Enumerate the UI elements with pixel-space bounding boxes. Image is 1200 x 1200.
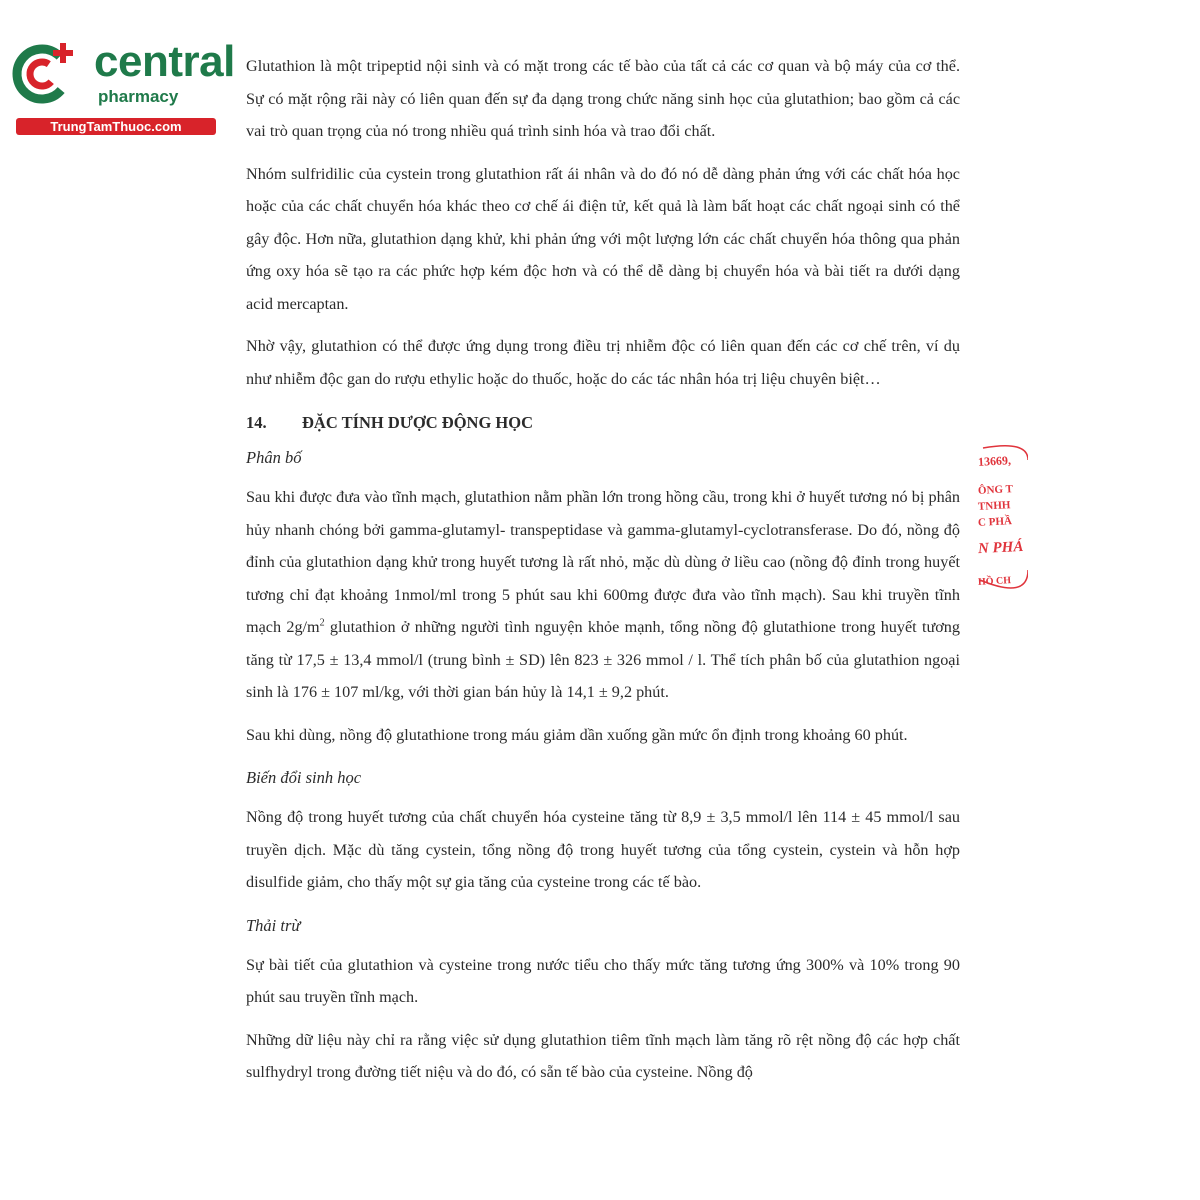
- section-heading: [246, 405, 960, 441]
- paragraph-blood-level: Sau khi dùng, nồng độ glutathione trong máu giảm dần xuống gần mức ổn định trong khoảng 60 phút.: [246, 725, 908, 744]
- brand-name: central: [94, 37, 235, 86]
- paragraph-elimination: Sự bài tiết của glutathion và cysteine trong nước tiểu cho thấy mức tăng tương ứng 300% và 10% trong 90 phút sau truyền tĩnh mạch.: [246, 955, 960, 1006]
- paragraph-intro: Glutathion là một tripeptid nội sinh và có mặt trong các tế bào của tất cả các cơ quan và bộ máy của cơ thể. Sự có mặt rộng rãi này có liên quan đến sự đa dạng trong chức năng sinh học của glutathion; bao gồm cả các vai trò quan trọng của nó trong nhiều quá trình sinh hóa và trao đổi chất.: [246, 57, 960, 140]
- stamp-line-2: ÔNG T: [977, 483, 1014, 497]
- subheading-distribution: Phân bố: [246, 448, 302, 467]
- subheading-biotransformation: Biến đổi sinh học: [246, 768, 362, 787]
- section-number: 14.: [246, 413, 267, 432]
- superscript-2: 2: [319, 617, 325, 629]
- paragraph-application: Nhờ vậy, glutathion có thể được ứng dụng trong điều trị nhiễm độc có liên quan đến các cơ chế trên, ví dụ như nhiễm độc gan do rượu ethylic hoặc do thuốc, hoặc do các tác nhân hóa trị liệu chuyên biệt…: [246, 337, 960, 388]
- distribution-text-a: Sau khi được đưa vào tĩnh mạch, glutathion nằm phần lớn trong hồng cầu, trong khi ở huyết tương nó bị phân hủy nhanh chóng bởi gamma-glutamyl- transpeptidase và gamma-glutamyl-cyclotransferase. Do đó, nồng độ đỉnh của glutathion dạng khử trong huyết tương là rất nhỏ, mặc dù dùng ở liều cao (nồng độ đỉnh trong huyết tương chỉ đạt khoảng 1nmol/ml trong 5 phút sau khi 600mg được đưa vào tĩnh mạch). Sau khi truyền tĩnh mạch 2g/m: [246, 488, 960, 636]
- stamp-line-1: 13669,: [977, 453, 1012, 469]
- central-pharmacy-logo: [10, 37, 235, 138]
- paragraph-distribution: [246, 481, 960, 709]
- stamp-line-3: TNHH: [977, 499, 1011, 513]
- paragraph-biotransformation: Nồng độ trong huyết tương của chất chuyển hóa cysteine tăng từ 8,9 ± 3,5 mmol/l lên 114 ± 45 mmol/l sau truyền dịch. Mặc dù tăng cystein, tổng nồng độ trong huyết tương của tổng cystein, cystein và hỗn hợp disulfide giảm, cho thấy một sự gia tăng của cysteine trong các tế bào.: [246, 808, 960, 891]
- company-stamp: [968, 440, 1028, 610]
- section-title: ĐẶC TÍNH DƯỢC ĐỘNG HỌC: [302, 413, 534, 432]
- stamp-line-5: N PHÁ: [977, 538, 1024, 558]
- central-logo-icon: [10, 38, 80, 108]
- brand-subtitle: pharmacy: [98, 87, 179, 106]
- brand-site-badge: TrungTamThuoc.com: [16, 118, 216, 135]
- paragraph-sulfridilic: Nhóm sulfridilic của cystein trong glutathion rất ái nhân và do đó nó dễ dàng phản ứng với các chất hóa học hoặc của các chất chuyển hóa khác theo cơ chế ái điện tử, kết quả là làm bất hoạt các chất ngoại sinh có thể gây độc. Hơn nữa, glutathion dạng khử, khi phản ứng với một lượng lớn các chất chuyển hóa thông qua phản ứng oxy hóa sẽ tạo ra các phức hợp kém độc hơn và có thể dễ dàng bị chuyển hóa và bài tiết ra dưới dạng acid mercaptan.: [246, 164, 960, 313]
- stamp-line-4: C PHẦ: [977, 515, 1013, 529]
- document-body: [246, 50, 960, 1099]
- stamp-line-6: HỒ CH: [977, 575, 1012, 588]
- subheading-elimination: Thải trừ: [246, 915, 301, 935]
- paragraph-conclusion: Những dữ liệu này chỉ ra rằng việc sử dụng glutathion tiêm tĩnh mạch làm tăng rõ rệt nồng độ các hợp chất sulfhydryl trong đường tiết niệu và do đó, có sẵn tế bào của cysteine. Nồng độ: [246, 1030, 960, 1081]
- distribution-text-b: glutathion ở những người tình nguyện khỏe mạnh, tổng nồng độ glutathione trong huyết tương tăng từ 17,5 ± 13,4 mmol/l (trung bình ± SD) lên 823 ± 326 mmol / l. Thể tích phân bố của glutathion ngoại sinh là 176 ± 107 ml/kg, với thời gian bán hủy là 14,1 ± 9,2 phút.: [246, 618, 960, 701]
